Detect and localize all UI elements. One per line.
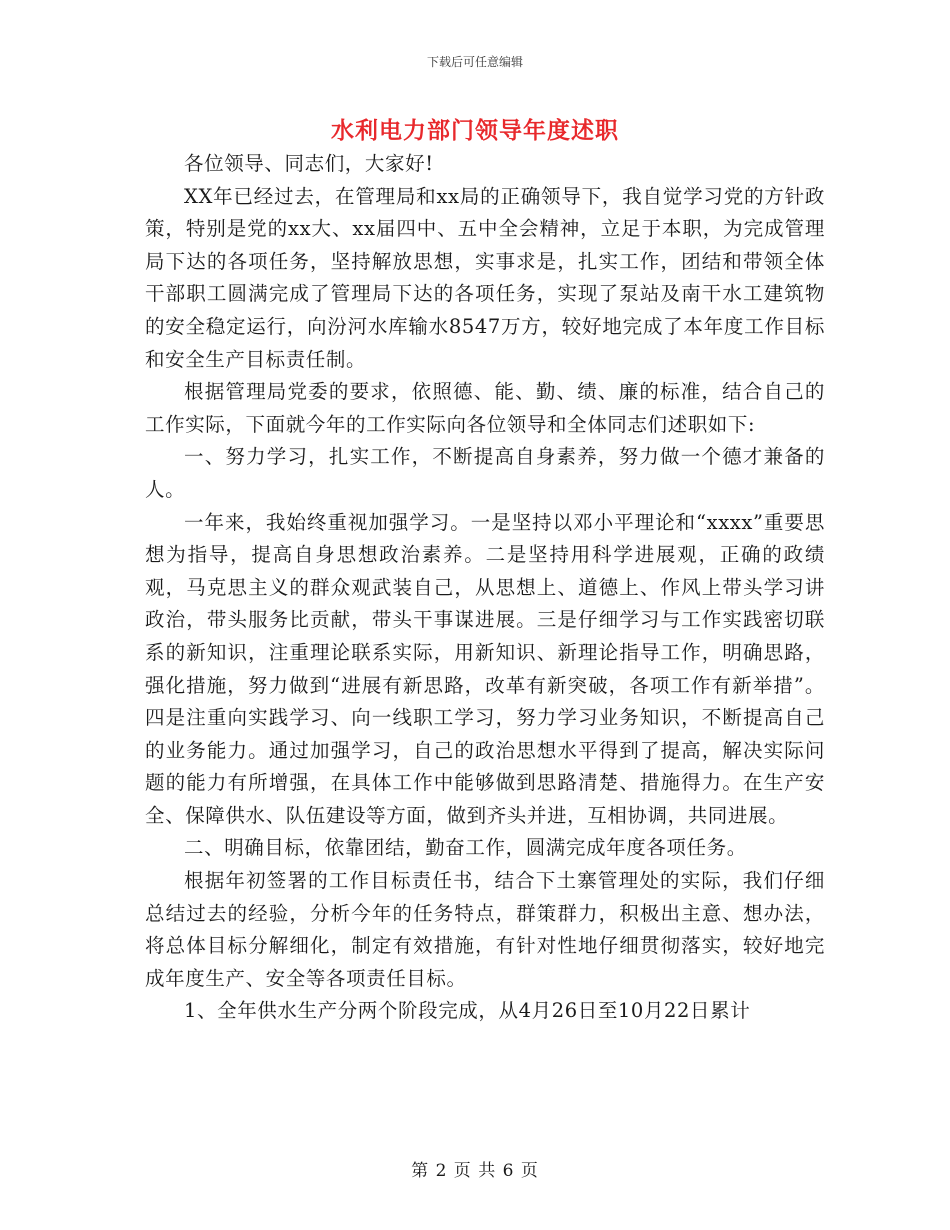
- document-body: [145, 148, 825, 1028]
- document-title: 水利电力部门领导年度述职: [331, 118, 619, 144]
- paragraph-intro: 根据管理局党委的要求，依照德、能、勤、绩、廉的标准，结合自己的工作实际，下面就今年的工作实际向各位领导和全体同志们述职如下:: [145, 380, 825, 436]
- paragraph-greeting: 各位领导、同志们，大家好!: [184, 152, 434, 175]
- paragraph-study: 一年来，我始终重视加强学习。一是坚持以邓小平理论和“xxxx”重要思想为指导，提高自身思想政治素养。二是坚持用科学进展观，正确的政绩观，马克思主义的群众观武装自己，从思想上、道德上、作风上带头学习讲政治，带头服务比贡献，带头干事谋进展。三是仔细学习与工作实践密切联系的新知识，注重理论联系实际，用新知识、新理论指导工作，明确思路，强化措施，努力做到“进展有新思路，改革有新突破，各项工作有新举措”。四是注重向实践学习、向一线职工学习，努力学习业务知识，不断提高自己的业务能力。通过加强学习，自己的政治思想水平得到了提高，解决实际问题的能力有所增强，在具体工作中能够做到思路清楚、措施得力。在生产安全、保障供水、队伍建设等方面，做到齐头并进，互相协调，共同进展。: [145, 510, 825, 827]
- section-heading-1: 一、努力学习，扎实工作，不断提高自身素养，努力做一个德才兼备的人。: [145, 445, 825, 501]
- section-heading-2: 二、明确目标，依靠团结，勤奋工作，圆满完成年度各项任务。: [184, 836, 747, 860]
- header-note: 下载后可任意编辑: [426, 55, 523, 69]
- page-number-footer: 第 2 页 共 6 页: [411, 1161, 539, 1181]
- paragraph-water-supply: 1、全年供水生产分两个阶段完成，从4月26日至10月22日累计: [184, 999, 751, 1023]
- paragraph-targets: 根据年初签署的工作目标责任书，结合下土寨管理处的实际，我们仔细总结过去的经验，分析今年的任务特点，群策群力，积极出主意、想办法，将总体目标分解细化，制定有效措施，有针对性地仔细贯彻落实，较好地完成年度生产、安全等各项责任目标。: [145, 869, 825, 990]
- paragraph-summary: XX年已经过去，在管理局和xx局的正确领导下，我自觉学习党的方针政策，特别是党的xx大、xx届四中、五中全会精神，立足于本职，为完成管理局下达的各项任务，坚持解放思想，实事求是，扎实工作，团结和带领全体干部职工圆满完成了管理局下达的各项任务，实现了泵站及南干水工建筑物的安全稳定运行，向汾河水库输水8547万方，较好地完成了本年度工作目标和安全生产目标责任制。: [145, 184, 825, 371]
